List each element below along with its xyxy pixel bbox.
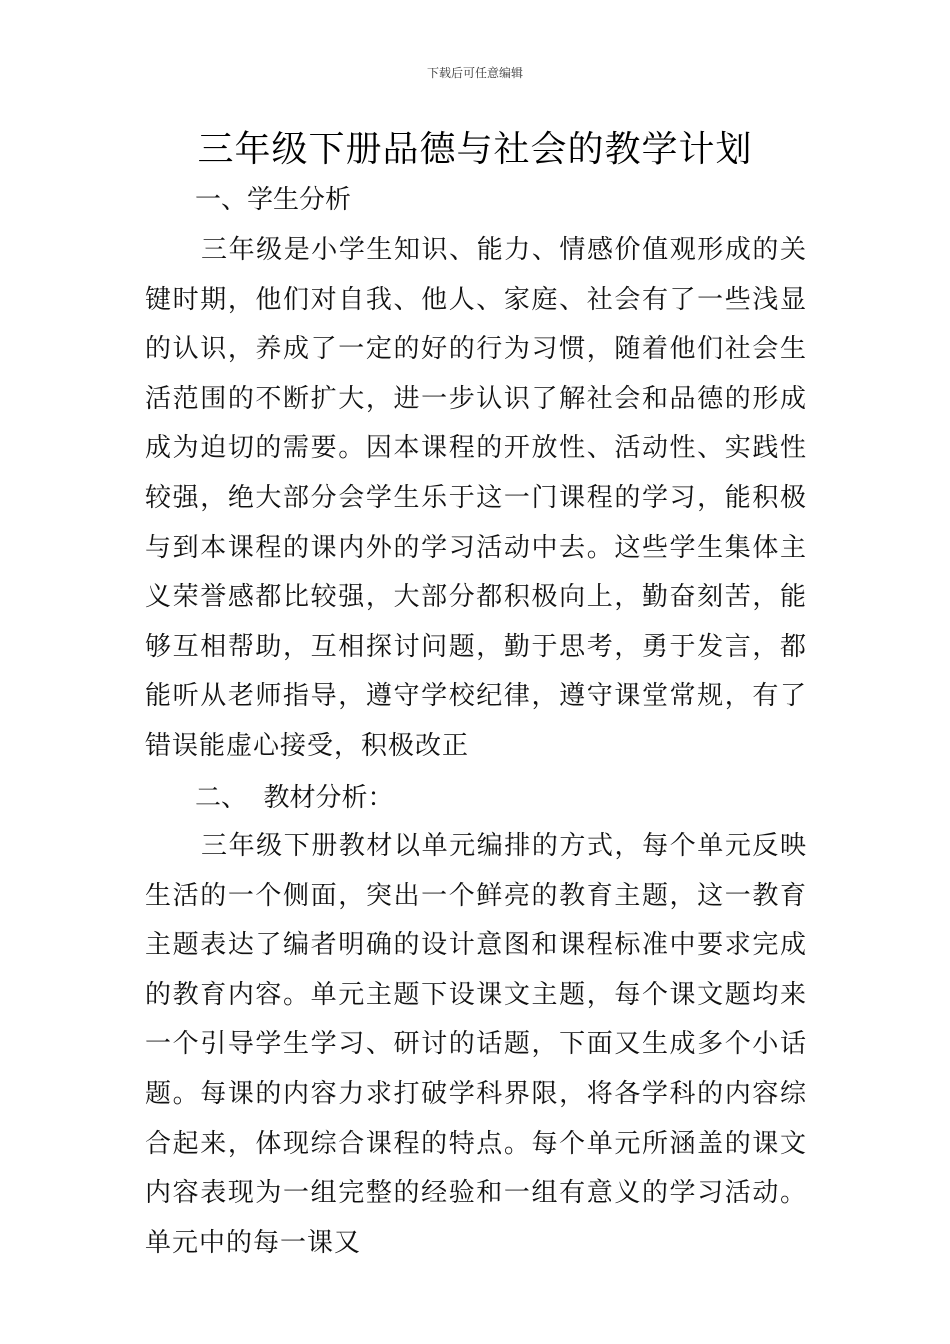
paragraph-textbook-analysis: 三年级下册教材以单元编排的方式，每个单元反映生活的一个侧面，突出一个鲜亮的教育主题，这一教育主题表达了编者明确的设计意图和课程标准中要求完成的教育内容。单元主题下设课文主题，每个课文题均来一个引导学生学习、研讨的话题，下面又生成多个小话题。每课的内容力求打破学科界限，将各学科的内容综合起来，体现综合课程的特点。每个单元所涵盖的课文内容表现为一组完整的经验和一组有意义的学习活动。单元中的每一课又	[145, 831, 807, 1258]
section-heading-student-analysis: 一、学生分析	[195, 185, 352, 215]
paragraph-student-analysis: 三年级是小学生知识、能力、情感价值观形成的关键时期，他们对自我、他人、家庭、社会有了一些浅显的认识，养成了一定的好的行为习惯，随着他们社会生活范围的不断扩大，进一步认识了解社会和品德的形成成为迫切的需要。因本课程的开放性、活动性、实践性较强，绝大部分会学生乐于这一门课程的学习，能积极与到本课程的课内外的学习活动中去。这些学生集体主义荣誉感都比较强，大部分都积极向上，勤奋刻苦，能够互相帮助，互相探讨问题，勤于思考，勇于发言，都能听从老师指导，遵守学校纪律，遵守课堂常规，有了错误能虚心接受，积极改正	[145, 235, 807, 761]
section-heading-textbook-analysis: 二、 教材分析：	[195, 783, 394, 813]
document-title: 三年级下册品德与社会的教学计划	[197, 129, 753, 170]
header-note: 下载后可任意编辑	[426, 66, 523, 80]
